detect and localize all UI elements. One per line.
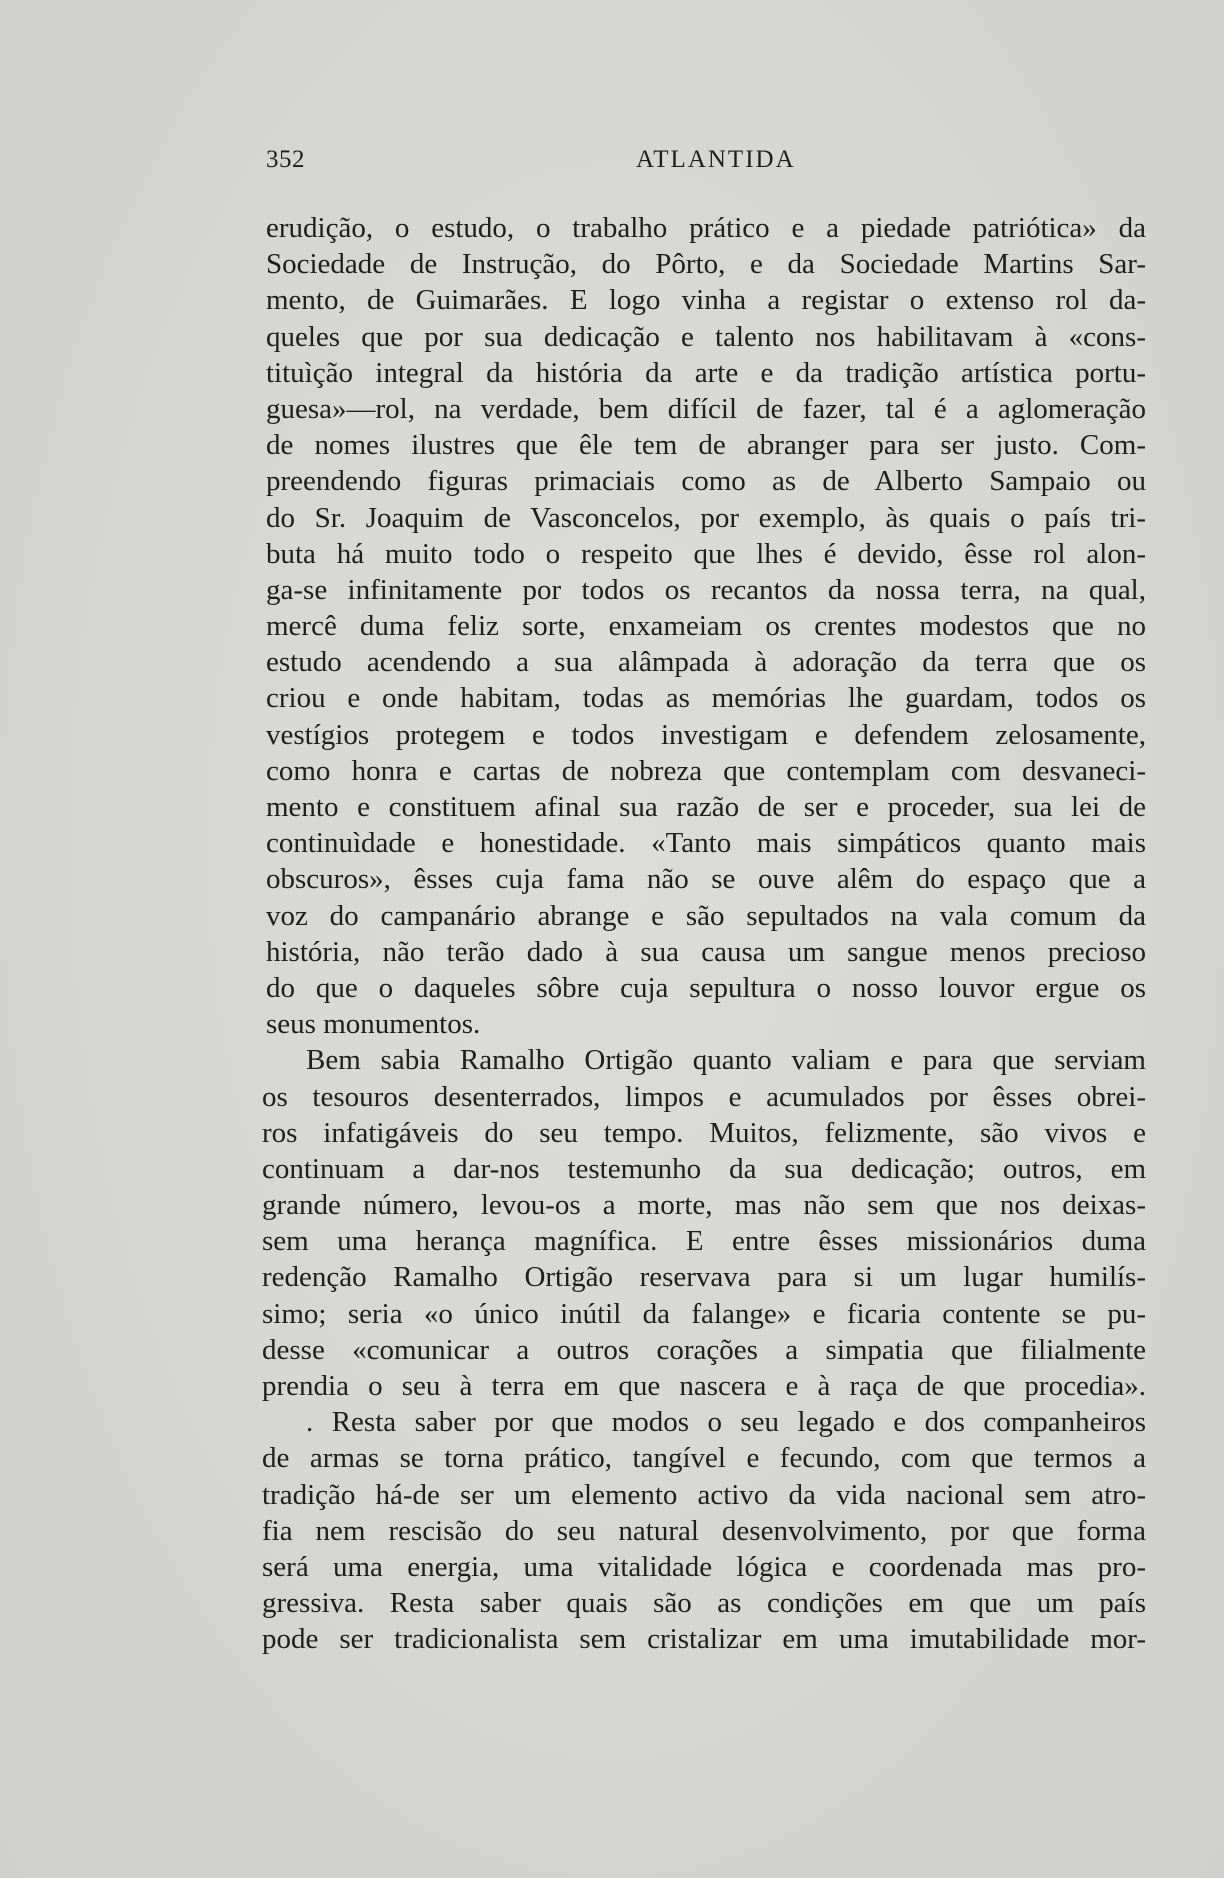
text-line: seus monumentos.	[266, 1008, 481, 1041]
page-header	[266, 146, 1146, 182]
text-line: obscuros», êsses cuja fama não se ouve alêm do espaço que a	[266, 863, 1146, 896]
text-line: os tesouros desenterrados, limpos e acumulados por êsses obrei-	[262, 1080, 1146, 1113]
text-line: mento, de Guimarães. E logo vinha a registar o extenso rol da-	[266, 284, 1146, 317]
body-text	[262, 210, 1146, 1658]
text-line: de armas se torna prático, tangível e fecundo, com que termos a	[262, 1442, 1146, 1475]
text-line: de nomes ilustres que êle tem de abranger para ser justo. Com-	[266, 429, 1146, 462]
text-line: simo; seria «o único inútil da falange» e ficaria contente se pu-	[262, 1297, 1146, 1330]
text-line: como honra e cartas de nobreza que contemplam com desvaneci-	[266, 754, 1146, 787]
text-line: tradição há-de ser um elemento activo da vida nacional sem atro-	[262, 1478, 1146, 1511]
text-line: grande número, levou-os a morte, mas não sem que nos deixas-	[262, 1189, 1146, 1222]
paragraph-start-line: . Resta saber por que modos o seu legado e dos companheiros	[306, 1406, 1146, 1439]
text-line: redenção Ramalho Ortigão reservava para si um lugar humilís-	[262, 1261, 1146, 1294]
text-line: sem uma herança magnífica. E entre êsses missionários duma	[262, 1225, 1146, 1258]
page-number: 352	[266, 146, 305, 173]
text-line: do Sr. Joaquim de Vasconcelos, por exemplo, às quais o país tri-	[266, 501, 1146, 534]
text-line: fia nem rescisão do seu natural desenvolvimento, por que forma	[262, 1514, 1146, 1547]
text-line: do que o daqueles sôbre cuja sepultura o nosso louvor ergue os	[266, 971, 1146, 1004]
text-line: desse «comunicar a outros corações a simpatia que filialmente	[262, 1333, 1146, 1366]
text-line: criou e onde habitam, todas as memórias lhe guardam, todos os	[266, 682, 1146, 715]
text-line: continuam a dar-nos testemunho da sua dedicação; outros, em	[262, 1152, 1146, 1185]
text-line: será uma energia, uma vitalidade lógica e coordenada mas pro-	[262, 1550, 1146, 1583]
text-line: preendendo figuras primaciais como as de Alberto Sampaio ou	[266, 465, 1146, 498]
text-line: continuìdade e honestidade. «Tanto mais simpáticos quanto mais	[266, 827, 1146, 860]
text-line: erudição, o estudo, o trabalho prático e a piedade patriótica» da	[266, 212, 1146, 244]
text-line: tituìção integral da história da arte e da tradição artística portu-	[266, 356, 1146, 389]
text-line: história, não terão dado à sua causa um sangue menos precioso	[266, 935, 1146, 968]
text-line: estudo acendendo a sua alâmpada à adoração da terra que os	[266, 646, 1146, 679]
text-line: ros infatigáveis do seu tempo. Muitos, felizmente, são vivos e	[262, 1116, 1146, 1149]
text-line: Sociedade de Instrução, do Pôrto, e da Sociedade Martins Sar-	[266, 248, 1146, 281]
text-line: mercê duma feliz sorte, enxameiam os crentes modestos que no	[266, 610, 1146, 643]
text-line: queles que por sua dedicação e talento nos habilitavam à «cons-	[266, 320, 1146, 353]
text-line: vestígios protegem e todos investigam e defendem zelosamente,	[266, 718, 1146, 751]
text-line: buta há muito todo o respeito que lhes é devido, êsse rol alon-	[266, 537, 1146, 570]
text-line: ga-se infinitamente por todos os recantos da nossa terra, na qual,	[266, 573, 1146, 606]
text-line: guesa»—rol, na verdade, bem difícil de fazer, tal é a aglomeração	[266, 392, 1146, 425]
text-line: pode ser tradicionalista sem cristalizar em uma imutabilidade mor-	[262, 1623, 1146, 1656]
running-title: ATLANTIDA	[636, 146, 796, 173]
text-line: voz do campanário abrange e são sepultados na vala comum da	[266, 899, 1146, 932]
text-line: gressiva. Resta saber quais são as condições em que um país	[262, 1587, 1146, 1620]
paragraph-start-line: Bem sabia Ramalho Ortigão quanto valiam e para que serviam	[306, 1044, 1146, 1077]
text-line: mento e constituem afinal sua razão de ser e proceder, sua lei de	[266, 791, 1146, 823]
text-line: prendia o seu à terra em que nascera e à raça de que procedia».	[262, 1370, 1146, 1402]
